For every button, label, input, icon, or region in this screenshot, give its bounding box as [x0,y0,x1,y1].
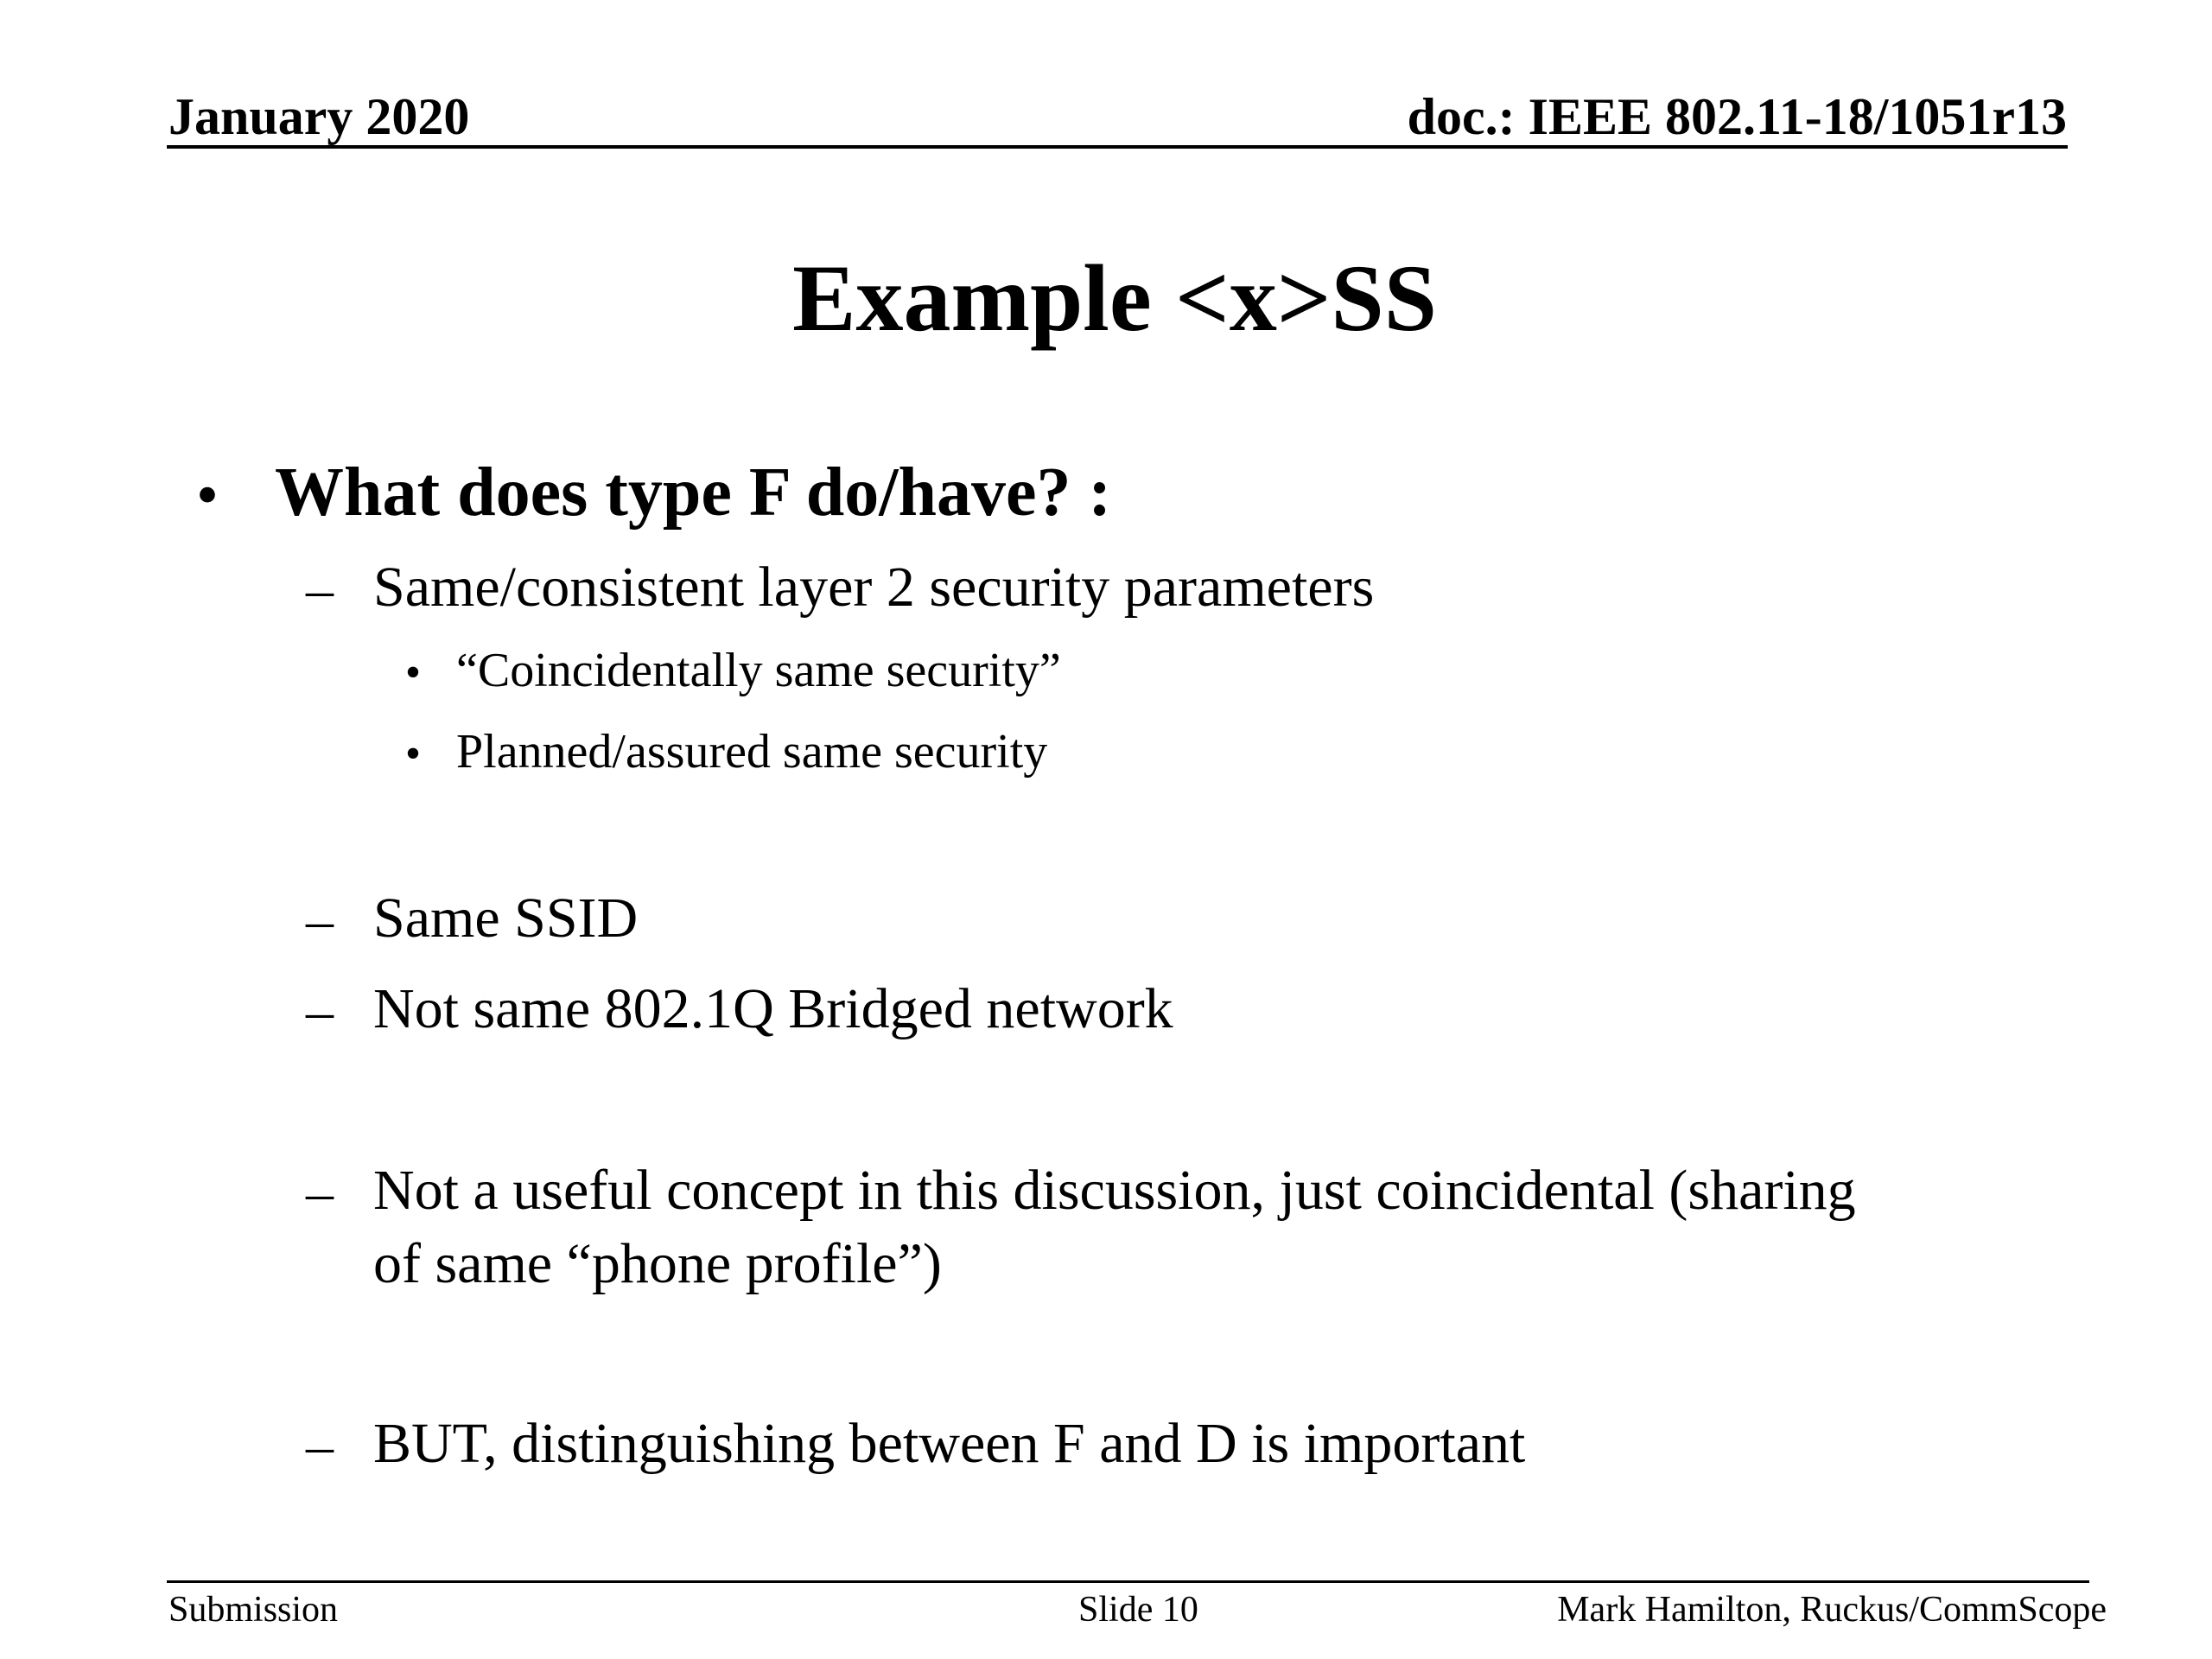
list-item-line-1: Not a useful concept in this discussion, just coincidental (sharing [373,1159,1856,1222]
bullet-marker: • [196,460,219,531]
footer-submission: Submission [168,1590,339,1630]
footer-divider [167,1580,2089,1583]
footer-author: Mark Hamilton, Ruckus/CommScope [1557,1590,2107,1630]
sub-list-item: Planned/assured same security [456,725,1048,779]
dash-marker: – [306,889,334,950]
dash-marker: – [306,1161,334,1223]
list-item: Same SSID [373,887,639,950]
bullet-heading: What does type F do/have? : [275,454,1112,531]
header-divider [167,145,2068,149]
slide-title: Example <x>SS [792,245,1437,351]
header-doc-id: doc.: IEEE 802.11-18/1051r13 [1407,88,2067,145]
list-item-line-2: of same “phone profile”) [373,1232,942,1295]
sub-list-item: “Coincidentally same security” [456,644,1061,697]
header-date: January 2020 [168,88,470,145]
dash-marker: – [306,980,334,1041]
footer-slide-number: Slide 10 [1078,1590,1198,1630]
list-item: Not same 802.1Q Bridged network [373,977,1173,1040]
dash-marker: – [306,558,334,620]
sub-bullet-marker: • [404,729,422,779]
list-item: BUT, distinguishing between F and D is important [373,1412,1526,1475]
dash-marker: – [306,1414,334,1476]
list-item: Same/consistent layer 2 security parameters [373,556,1375,619]
sub-bullet-marker: • [404,648,422,697]
